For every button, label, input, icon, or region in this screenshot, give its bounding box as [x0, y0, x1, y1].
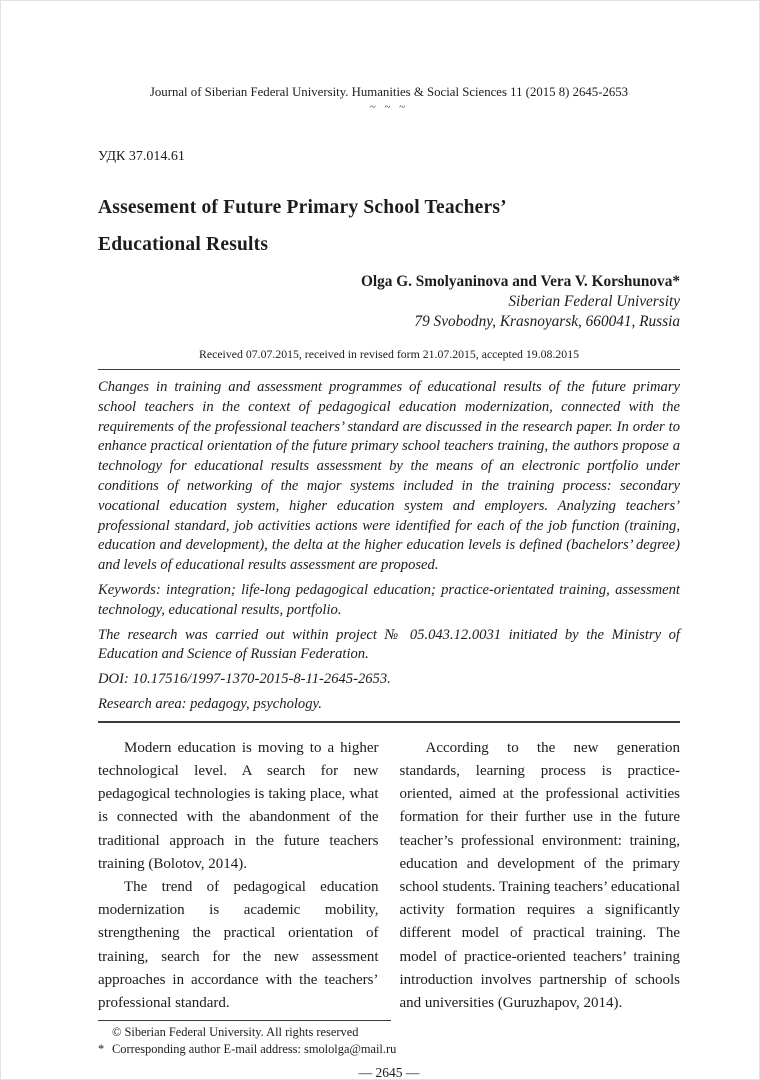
authors-line: Olga G. Smolyaninova and Vera V. Korshunova*	[360, 273, 680, 290]
journal-header: Journal of Siberian Federal University. Humanities & Social Sciences 11 (2015 8) 2645-2653	[149, 85, 629, 99]
footnote-rule	[98, 1020, 391, 1021]
divider-body	[98, 721, 680, 723]
affiliation-line2: 79 Svobodny, Krasnoyarsk, 660041, Russia	[414, 313, 680, 330]
affiliation-line1: Siberian Federal University	[508, 293, 680, 310]
body-paragraph: According to the new generation standards, learning process is practice-oriented, aimed at the professional activities formation for their further use in the future teacher’s professional environment: training, education and development of the primary school students. Training teachers’ educational activity formation requires a significantly different model of practical training. The model of practice-oriented teachers’ training introduction involves partnership of schools and universities (Guruzhapov, 2014).	[399, 739, 680, 1011]
article-title	[98, 189, 680, 263]
article-title-line1: Assesement of Future Primary School Teachers’	[98, 197, 507, 218]
udk-code: УДК 37.014.61	[98, 149, 185, 164]
body-columns	[98, 737, 680, 1015]
article-title-line2: Educational Results	[98, 234, 269, 255]
research-area-text: Research area: pedagogy, psychology.	[98, 695, 322, 712]
right-column	[400, 737, 681, 1015]
received-dates: Received 07.07.2015, received in revised form 21.07.2015, accepted 19.08.2015	[198, 347, 579, 361]
divider-top	[98, 369, 680, 370]
footnote-block	[98, 1020, 680, 1058]
body-paragraph: Modern education is moving to a higher technological level. A search for new pedagogical technologies is taking place, what is connected with the abandonment of the traditional approach in the future teachers training (Bolotov, 2014).	[98, 739, 379, 872]
body-paragraph: The trend of pedagogical education modernization is academic mobility, strengthening the practical orientation of training, search for the new assessment approaches in accordance with the teachers’ professional standard.	[98, 878, 379, 1011]
tilde-ornament: ~ ~ ~	[369, 101, 409, 113]
abstract-text: Changes in training and assessment programmes of educational results of the future primary school teachers in the context of pedagogical education modernization, connected with the requirements of the professional teachers’ standard are discussed in the research paper. In order to enhance practical orientation of the future primary school teachers training, the authors propose a technology for educational results assessment by the means of an electronic portfolio under conditions of networking of the major systems included in the training process: secondary vocational education system, higher education system and employers. Analyzing teachers’ professional standard, job activities actions were identified for each of the job function (training, education and development), the delta at the higher education levels is defined (bachelors’ degree) and levels of educational results assessment are proposed.	[98, 379, 680, 574]
funding-text: The research was carried out within project № 05.043.12.0031 initiated by the Ministry of Education and Science of Russian Federation.	[98, 626, 680, 663]
corresponding-author-line	[98, 1041, 680, 1058]
authors-block	[98, 271, 680, 332]
page-number: — 2645 —	[358, 1065, 420, 1080]
doi-text: DOI: 10.17516/1997-1370-2015-8-11-2645-2653.	[98, 671, 391, 688]
corresponding-author-text: Corresponding author E-mail address: smololga@mail.ru	[112, 1042, 397, 1057]
asterisk-marker: *	[98, 1042, 105, 1057]
keywords-text: Keywords: integration; life-long pedagogical education; practice-orientated training, assessment technology, educational results, portfolio.	[98, 581, 680, 618]
copyright-text: © Siberian Federal University. All rights reserved	[112, 1025, 359, 1040]
copyright-line	[98, 1024, 680, 1041]
footnote-marker-empty	[98, 1024, 112, 1041]
page-content	[98, 85, 680, 1080]
left-column	[98, 737, 379, 1015]
